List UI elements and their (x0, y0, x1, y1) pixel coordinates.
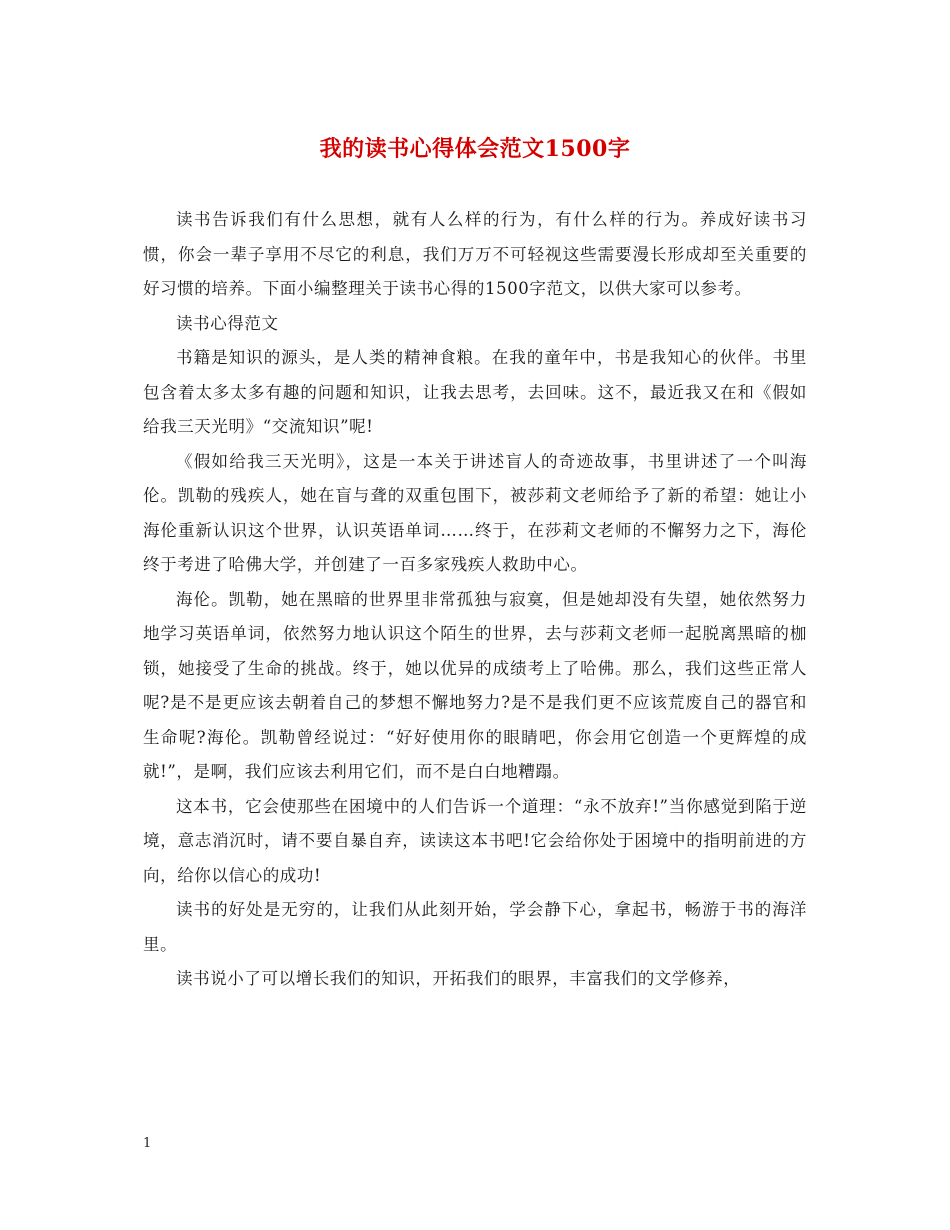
paragraph-benefits: 读书的好处是无穷的，让我们从此刻开始，学会静下心，拿起书，畅游于书的海洋里。 (143, 900, 807, 954)
paragraph-book-summary: 《假如给我三天光明》，这是一本关于讲述盲人的奇迹故事，书里讲述了一个叫海伦。凯勒的残疾人，她在盲与聋的双重包围下，被莎莉文老师给予了新的希望：她让小海伦重新认识这个世界，认识英语单词……终于，在莎莉文老师的不懈努力之下，海伦终于考进了哈佛大学，并创建了一百多家残疾人救助中心。 (143, 451, 807, 574)
paragraph-reading-small: 读书说小了可以增长我们的知识，开拓我们的眼界，丰富我们的文学修养， (176, 969, 741, 988)
paragraph-helen-keller: 海伦。凯勒，她在黑暗的世界里非常孤独与寂寞，但是她却没有失望，她依然努力地学习英语单词，依然努力地认识这个陌生的世界，去与莎莉文老师一起脱离黑暗的枷锁，她接受了生命的挑战。终于，她以优异的成绩考上了哈佛。那么，我们这些正常人呢?是不是更应该去朝着自己的梦想不懈地努力?是不是我们更不应该荒废自己的器官和生命呢?海伦。凯勒曾经说过：“好好使用你的眼睛吧，你会用它创造一个更辉煌的成就!”，是啊，我们应该去利用它们，而不是白白地糟蹋。 (143, 589, 807, 781)
paragraph-section-heading: 读书心得范文 (176, 313, 279, 333)
document-title: 我的读书心得体会范文1500字 (319, 136, 631, 162)
page-number: 1 (143, 1136, 152, 1151)
document-body (143, 203, 807, 997)
paragraph-never-give-up: 这本书，它会使那些在困境中的人们告诉一个道理：“永不放弃!”当你感觉到陷于逆境，意志消沉时，请不要自暴自弃，读读这本书吧!它会给你处于困境中的指明前进的方向，给你以信心的成功! (143, 796, 807, 885)
paragraph-books-source: 书籍是知识的源头，是人类的精神食粮。在我的童年中，书是我知心的伙伴。书里包含着太多太多有趣的问题和知识，让我去思考，去回味。这不，最近我又在和《假如给我三天光明》“交流知识”呢! (143, 348, 807, 436)
paragraph-intro: 读书告诉我们有什么思想，就有人么样的行为，有什么样的行为。养成好读书习惯，你会一辈子享用不尽它的利息，我们万万不可轻视这些需要漫长形成却至关重要的好习惯的培养。下面小编整理关于读书心得的1500字范文，以供大家可以参考。 (143, 210, 807, 298)
